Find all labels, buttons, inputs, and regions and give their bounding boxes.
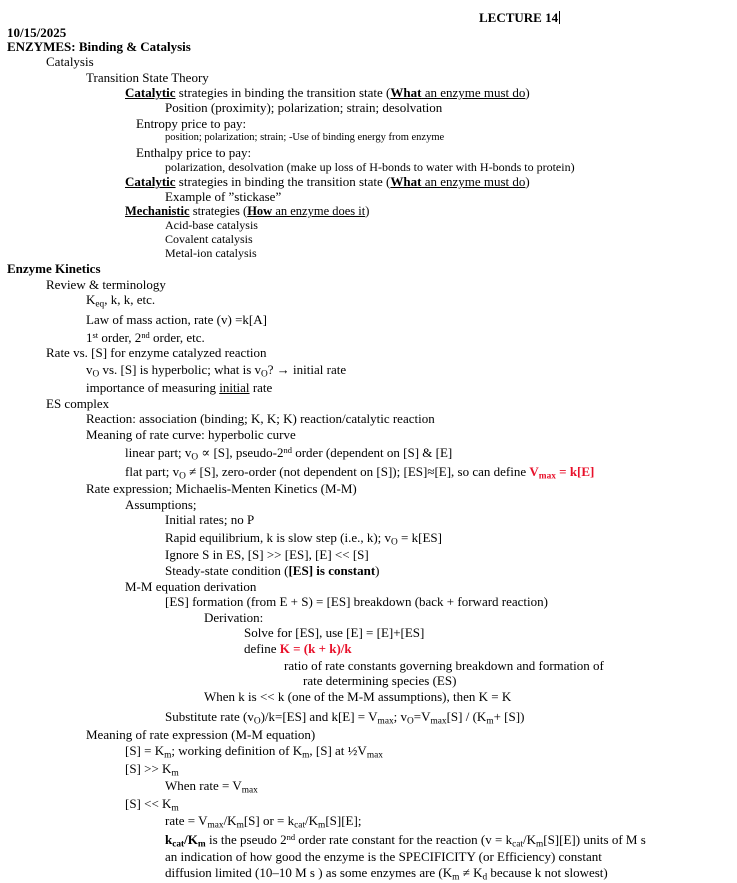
review-heading: Review & terminology [46, 277, 166, 292]
s-much-less-km: $[S] << K_m$ [125, 796, 179, 814]
kcat-km-line: $k_{cat}/K_m$ is the pseudo 2nd order rate constant for the reaction $(v = k_{cat}/K_m[S][E])$ units of M s [165, 832, 646, 850]
importance-initial: importance of measuring initial rate [86, 380, 273, 395]
entropy-heading: Entropy price to pay: [136, 116, 247, 131]
ignore-s: Ignore S in ES, [S] >> [ES], [E] << [S] [165, 547, 369, 562]
s-equals-km: $[S] = K_m$; working definition of $K_m$, [S] at $\frac{1}{2}V_{max}$ [125, 743, 383, 761]
initial-rates: Initial rates; no P [165, 512, 255, 527]
covalent: Covalent catalysis [165, 232, 253, 246]
meaning-rate-expr: Meaning of rate expression (M-M equation) [86, 727, 316, 742]
rate-vs-s: Rate vs. [S] for enzyme catalyzed reaction [46, 345, 267, 360]
catalytic-strategies-2: Catalytic strategies in binding the transition state (What an enzyme must do) [125, 174, 530, 189]
ratio-line-2: rate determining species (ES) [303, 673, 457, 688]
rate-line: rate = $V_{max}/K_m[S]$ or = $k_{cat}/K_m[S][E]$; [165, 813, 362, 831]
substitute-rate: Substitute rate $(v_O)/k=[ES]$ and $k[E] = V_{max}$; $v_O=V_{max}[S] / (K_m+ [S])$ [165, 709, 525, 727]
assumptions: Assumptions; [125, 497, 197, 512]
when-rate-vmax: When rate = $V_{max}$ [165, 778, 258, 796]
solve-es: Solve for [ES], use [E] = [E]+[ES] [244, 625, 425, 640]
reaction-line: Reaction: association (binding; K, K; K) reaction/catalytic reaction [86, 411, 435, 426]
derivation-label: Derivation: [204, 610, 264, 625]
catalysis-heading: Catalysis [46, 54, 94, 69]
s-much-greater-km: $[S] >> K_m$ [125, 761, 179, 779]
es-heading: ES complex [46, 396, 110, 411]
enthalpy-heading: Enthalpy price to pay: [136, 145, 252, 160]
stickase-example: Example of ”stickase” [165, 189, 282, 204]
rapid-equilibrium: Rapid equilibrium, k is slow step (i.e., k); $v_O = k[ES]$ [165, 530, 442, 548]
ratio-line-1: ratio of rate constants governing breakdown and formation of [284, 658, 604, 673]
keq-line: $K_{eq}$, k, k, etc. [86, 292, 156, 310]
date: 10/15/2025 [7, 25, 67, 40]
tst-heading: Transition State Theory [86, 70, 209, 85]
mm-derivation-heading: M-M equation derivation [125, 579, 257, 594]
catalytic-strategies-1: Catalytic strategies in binding the transition state (What an enzyme must do) [125, 85, 530, 100]
lecture-number: LECTURE 14 [479, 10, 559, 25]
enthalpy-detail: polarization, desolvation (make up loss of H-bonds to water with H-bonds to protein) [165, 160, 575, 174]
linear-part: linear part; $v_O \propto [S]$, pseudo-2nd order (dependent on [S] & [E] [125, 445, 453, 463]
page-title: ENZYMES: Binding & Catalysis [7, 39, 191, 54]
metal-ion: Metal-ion catalysis [165, 246, 257, 260]
entropy-detail: position; polarization; strain; -Use of binding energy from enzyme [165, 132, 445, 143]
v0-hyperbolic: $v_O$ vs. [S] is hyperbolic; what is $v_O$? → initial rate [86, 362, 347, 380]
diffusion-line: diffusion limited (10–10 M s ) as some enzymes are ($K_m \ne K_d$ because k not slowest) [165, 865, 608, 883]
acid-base: Acid-base catalysis [165, 218, 258, 232]
position-line: Position (proximity); polarization; strain; desolvation [165, 100, 443, 115]
order-line: 1st order, 2nd order, etc. [86, 330, 205, 345]
es-formation: [ES] formation (from E + S) = [ES] breakdown (back + forward reaction) [165, 594, 548, 609]
kinetics-heading: Enzyme Kinetics [7, 261, 101, 276]
text-cursor [559, 11, 560, 24]
flat-part: flat part; $v_O \ne [S]$, zero-order (not dependent on [S]); [ES]≈[E], so can define $V_{max} = k[E]$ [125, 464, 595, 482]
meaning-curve: Meaning of rate curve: hyperbolic curve [86, 427, 296, 442]
define-km: define K = (k + k)/k [244, 641, 352, 656]
steady-state: Steady-state condition ([ES] is constant) [165, 563, 380, 578]
when-k-line: When k is << k (one of the M-M assumptions), then K = K [204, 689, 512, 704]
mass-action: Law of mass action, rate (v) =k[A] [86, 312, 267, 327]
specificity-line: an indication of how good the enzyme is the SPECIFICITY (or Efficiency) constant [165, 849, 602, 864]
rate-expression: Rate expression; Michaelis-Menten Kinetics (M-M) [86, 481, 357, 496]
mechanistic-strategies: Mechanistic strategies (How an enzyme does it) [125, 204, 370, 218]
